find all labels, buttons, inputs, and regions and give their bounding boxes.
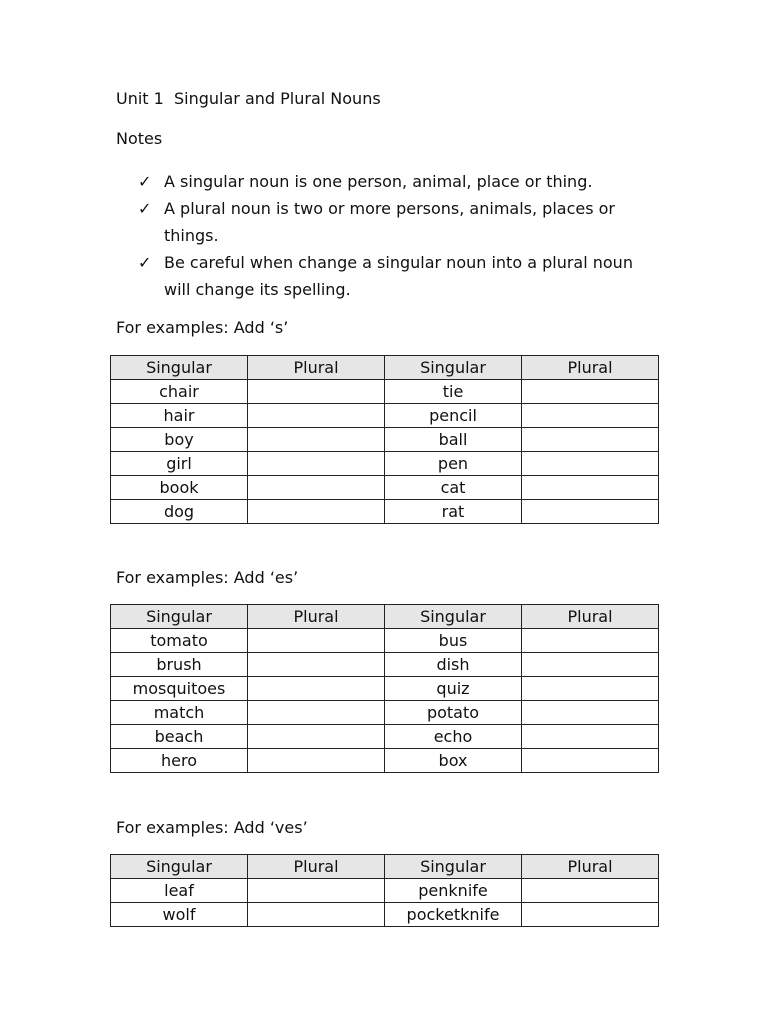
singular-cell: bus [385,629,522,653]
note-text: A plural noun is two or more persons, animals, places or things. [164,199,615,245]
singular-cell: cat [385,476,522,500]
note-item [138,249,658,303]
plural-answer-cell[interactable] [522,476,659,500]
singular-cell: chair [111,380,248,404]
table-row [111,476,659,500]
plural-answer-cell[interactable] [522,428,659,452]
singular-cell: girl [111,452,248,476]
singular-cell: penknife [385,879,522,903]
checkmark-icon: ✓ [138,253,152,272]
singular-cell: dish [385,653,522,677]
table-row [111,653,659,677]
table-header-row [111,605,659,629]
singular-cell: hero [111,749,248,773]
plural-answer-cell[interactable] [248,677,385,701]
plural-answer-cell[interactable] [522,725,659,749]
plural-answer-cell[interactable] [522,404,659,428]
notes-heading: Notes [116,129,163,148]
singular-cell: dog [111,500,248,524]
section-label-add-es: For examples: Add ‘es’ [116,568,299,587]
singular-cell: ball [385,428,522,452]
table-row [111,677,659,701]
table-row [111,452,659,476]
note-text: A singular noun is one person, animal, place or thing. [164,172,593,191]
header-plural: Plural [248,855,385,879]
note-item [138,168,658,195]
plural-answer-cell[interactable] [248,476,385,500]
header-singular: Singular [385,605,522,629]
header-singular: Singular [385,356,522,380]
header-singular: Singular [385,855,522,879]
plural-answer-cell[interactable] [522,500,659,524]
plural-answer-cell[interactable] [522,452,659,476]
plural-answer-cell[interactable] [522,903,659,927]
table-add-es [110,604,659,773]
table-row [111,629,659,653]
singular-cell: echo [385,725,522,749]
plural-answer-cell[interactable] [522,653,659,677]
note-text: Be careful when change a singular noun into a plural noun will change its spelling. [164,253,633,299]
checkmark-icon: ✓ [138,172,152,191]
plural-answer-cell[interactable] [248,879,385,903]
header-singular: Singular [111,605,248,629]
singular-cell: pocketknife [385,903,522,927]
plural-answer-cell[interactable] [248,452,385,476]
table-row [111,749,659,773]
header-plural: Plural [522,605,659,629]
table-row [111,404,659,428]
header-plural: Plural [248,356,385,380]
plural-answer-cell[interactable] [248,701,385,725]
notes-list [138,168,658,303]
plural-answer-cell[interactable] [248,428,385,452]
table-row [111,903,659,927]
singular-cell: brush [111,653,248,677]
header-plural: Plural [522,855,659,879]
plural-answer-cell[interactable] [522,380,659,404]
singular-cell: rat [385,500,522,524]
singular-cell: beach [111,725,248,749]
singular-cell: mosquitoes [111,677,248,701]
section-label-add-ves: For examples: Add ‘ves’ [116,818,308,837]
plural-answer-cell[interactable] [522,701,659,725]
plural-answer-cell[interactable] [248,653,385,677]
plural-answer-cell[interactable] [248,749,385,773]
plural-answer-cell[interactable] [522,879,659,903]
plural-answer-cell[interactable] [248,725,385,749]
singular-cell: quiz [385,677,522,701]
singular-cell: leaf [111,879,248,903]
page-title: Unit 1 Singular and Plural Nouns [116,89,381,108]
singular-cell: potato [385,701,522,725]
plural-answer-cell[interactable] [522,749,659,773]
table-header-row [111,855,659,879]
plural-answer-cell[interactable] [248,500,385,524]
plural-answer-cell[interactable] [248,380,385,404]
singular-cell: tomato [111,629,248,653]
table-add-s [110,355,659,524]
singular-cell: box [385,749,522,773]
header-singular: Singular [111,356,248,380]
table-row [111,879,659,903]
header-plural: Plural [248,605,385,629]
table-row [111,500,659,524]
table-row [111,725,659,749]
singular-cell: boy [111,428,248,452]
plural-answer-cell[interactable] [522,677,659,701]
singular-cell: hair [111,404,248,428]
plural-answer-cell[interactable] [248,903,385,927]
singular-cell: book [111,476,248,500]
table-row [111,380,659,404]
table-add-ves [110,854,659,927]
table-row [111,428,659,452]
plural-answer-cell[interactable] [248,629,385,653]
singular-cell: wolf [111,903,248,927]
singular-cell: pencil [385,404,522,428]
plural-answer-cell[interactable] [522,629,659,653]
plural-answer-cell[interactable] [248,404,385,428]
singular-cell: match [111,701,248,725]
header-plural: Plural [522,356,659,380]
table-header-row [111,356,659,380]
singular-cell: pen [385,452,522,476]
note-item [138,195,658,249]
section-label-add-s: For examples: Add ‘s’ [116,318,289,337]
singular-cell: tie [385,380,522,404]
header-singular: Singular [111,855,248,879]
table-row [111,701,659,725]
checkmark-icon: ✓ [138,199,152,218]
